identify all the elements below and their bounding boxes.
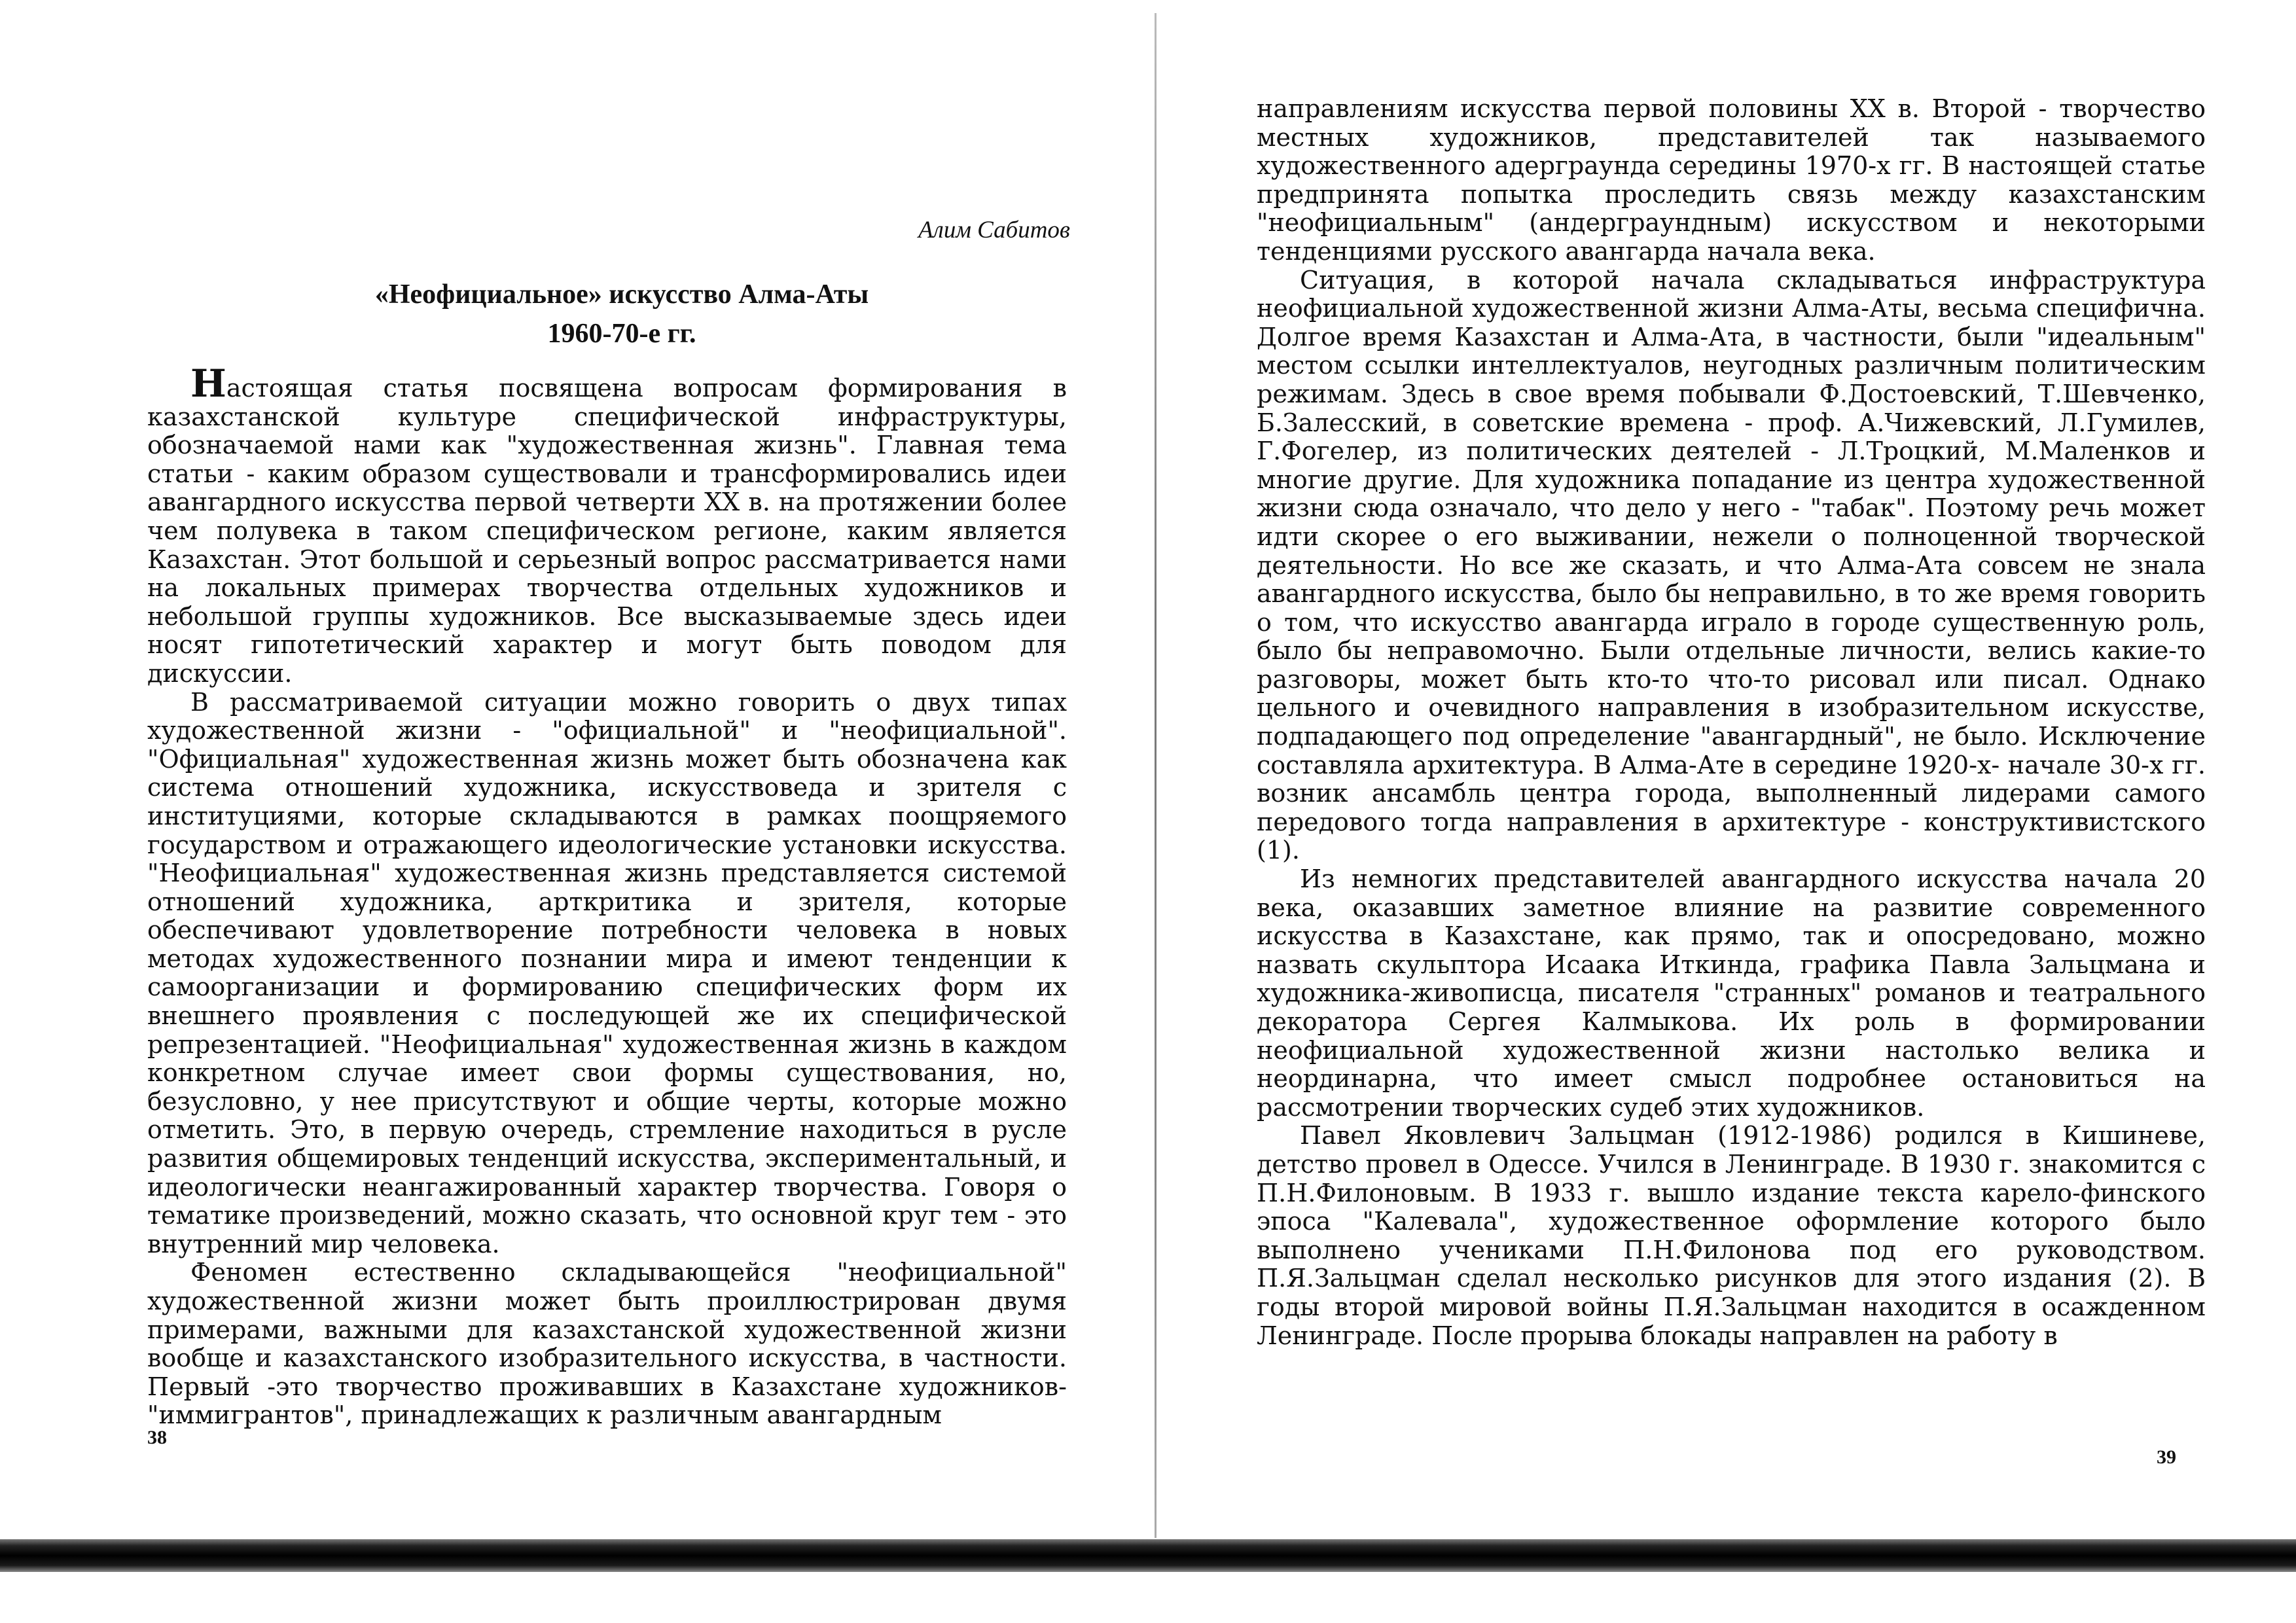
left-paragraph-3: Феномен естественно складывающейся "неофициальной" художественной жизни может быть проиллюстрирован двумя примерами, важными для казахстанской художественной жизни вообще и казахстанского изобразительного искусства, в частности. Первый -это творчество проживавших в Казахстане художников-"иммигрантов", принадлежащих к различным авангардным bbox=[147, 1258, 1067, 1430]
page-number-left: 38 bbox=[147, 1427, 167, 1448]
article-title bbox=[196, 275, 1047, 353]
right-text-column bbox=[1257, 95, 2206, 1350]
left-paragraph-2: В рассматриваемой ситуации можно говорить о двух типах художественной жизни - "официальной" и "неофициальной". "Официальная" художественная жизнь может быть обозначена как система отношений художника, искусствоведа и зрителя с институциями, которые складываются в рамках поощряемого государством и отражающего идеологические установки искусства. "Неофициальная" художественная жизнь представляется системой отношений художника, арткритика и зрителя, которые обеспечивают удовлетворение потребности человека в новых методах художественного познании мира и имеют тенденции к самоорганизации и формированию специфических форм их внешнего проявления с последующей же их специфической репрезентацией. "Неофициальная" художественная жизнь в каждом конкретном случае имеет свои формы существования, но, безусловно, у нее присутствуют и общие черты, которые можно отметить. Это, в первую очередь, стремление находиться в русле развития общемировых тенденций искусства, экспериментальный, и идеологически неангажированный характер творчества. Говоря о тематике произведений, можно сказать, что основной круг тем - это внутренний мир человека. bbox=[147, 687, 1067, 1258]
right-paragraph-2: Ситуация, в которой начала складываться инфраструктура неофициальной художественной жизни Алма-Аты, весьма специфична. Долгое время Казахстан и Алма-Ата, в частности, были "идеальным" местом ссылки интеллектуалов, неугодных различным политическим режимам. Здесь в свое время побывали Ф.Достоевский, Т.Шевченко, Б.Залесский, в советские времена - проф. А.Чижевский, Л.Гумилев, Г.Фогелер, из политических деятелей - Л.Троцкий, М.Маленков и многие другие. Для художника попадание из центра художественной жизни сюда означало, что дело у него - "табак". Поэтому речь может идти скорее о его выживании, нежели о полноценной творческой деятельности. Но все же сказать, и что Алма-Ата совсем не знала авангардного искусства, было бы неправильно, в то же время говорить о том, что искусство авангарда играло в городе существенную роль, было бы неправомочно. Были отдельные личности, велись какие-то разговоры, может быть кто-то что-то рисовал или писал. Однако цельного и очевидного направления в изобразительном искусстве, подпадающего под определение "авангардный", не было. Исключение составляла архитектура. В Алма-Ате в середине 1920-х- начале 30-х гг. возник ансамбль центра города, выполненный лидерами самого передового тогда направления в архитектуре - конструктивистского (1). bbox=[1257, 265, 2206, 865]
right-paragraph-3: Из немногих представителей авангардного искусства начала 20 века, оказавших заметное влияние на развитие современного искусства в Казахстане, как прямо, так и опосредовано, можно назвать скульптора Исаака Иткинда, графика Павла Зальцмана и художника-живописца, писателя "странных" романов и театрального декоратора Сергея Калмыкова. Их роль в формировании неофициальной художественной жизни настолько велика и неординарна, что имеет смысл подробнее остановиться на рассмотрении творческих судеб этих художников. bbox=[1257, 865, 2206, 1122]
drop-cap: Н bbox=[190, 361, 226, 406]
right-paragraph-1: направлениям искусства первой половины XX в. Второй - творчество местных художников, представителей так называемого художественного адерграунда середины 1970-х гг. В настоящей статье предпринята попытка проследить связь между казахстанским "неофициальным" (андерграундным) искусством и некоторыми тенденциями русского авангарда начала века. bbox=[1257, 94, 2206, 266]
scan-binding-edge bbox=[0, 1539, 2296, 1572]
author-name: Алим Сабитов bbox=[918, 217, 1070, 243]
title-line-2: 1960-70-е гг. bbox=[547, 319, 696, 349]
left-paragraph-1-text: астоящая статья посвящена вопросам формирования в казахстанской культуре специфической инфраструктуры, обозначаемой нами как "художественная жизнь". Главная тема статьи - каким образом существовали и трансформировались идеи авангардного искусства первой четверти XX в. на протяжении более чем полувека в таком специфическом регионе, каким является Казахстан. Этот большой и серьезный вопрос рассматривается нами на локальных примерах творчества отдельных художников и небольшой группы художников. Все высказываемые здесь идеи носят гипотетический характер и могут быть поводом для дискуссии. bbox=[147, 374, 1067, 688]
right-paragraph-4: Павел Яковлевич Зальцман (1912-1986) родился в Кишиневе, детство провел в Одессе. Учился в Ленинграде. В 1930 г. знакомится с П.Н.Филоновым. В 1933 г. вышло издание текста карело-финского эпоса "Калевала", художественное оформление которого было выполнено учениками П.Н.Филонова под его руководством. П.Я.Зальцман сделал несколько рисунков для этого издания (2). В годы второй мировой войны П.Я.Зальцман находится в осажденном Ленинграде. После прорыва блокады направлен на работу в bbox=[1257, 1121, 2206, 1350]
title-line-1: «Неофициальное» искусство Алма-Аты bbox=[374, 279, 869, 310]
page-number-right: 39 bbox=[2157, 1446, 2176, 1468]
left-paragraph-1 bbox=[147, 361, 1067, 688]
right-page bbox=[1149, 0, 2296, 1623]
left-text-column bbox=[147, 361, 1067, 1430]
